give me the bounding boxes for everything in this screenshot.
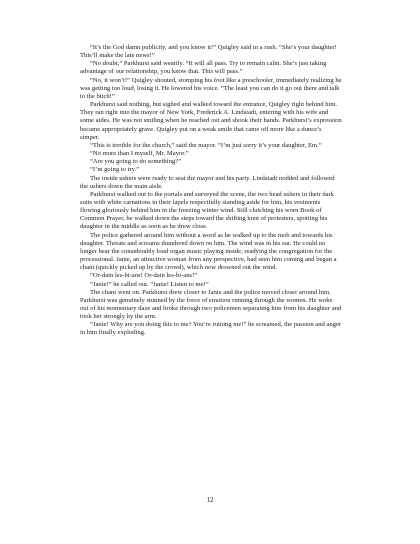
paragraph: “This is terrible for the church,” said the mayor. “I’m just sorry it’s your daughter, Em.” <box>90 141 322 149</box>
paragraph: The police gathered around him without a word as he walked up to the mob and towards his daughter. Threats and screams thundered down on him. The wind was in his ear. He could no longer hear the considerably loud organ music playing inside, readying the congregation for the processional. Janie, an attractive woman from any perspective, had seen him coming and began a chant (quickly picked up by the crowd), which now drowned out the wind. <box>80 231 337 272</box>
paragraph: “No more than I myself, Mr. Mayor.” <box>90 150 189 158</box>
paragraph: “No doubt,” Parkhurst said wearily. “It will all pass. Try to remain calm. She’s just taking advantage of our relationship, you know that. This will pass.” <box>80 60 327 76</box>
paragraph: “Janie!” he called out. “Janie! Listen to me!” <box>90 280 209 288</box>
paragraph: “No, it won’t!” Quigley shouted, stomping his foot like a preschooler, immediately realizing he was getting too loud, losing it. He lowered his voice. “The least you can do it go out there and talk to the bitch!” <box>80 76 342 100</box>
paragraph: The inside ushers were ready to seat the mayor and his party. Lindstadt nodded and followed the ushers down the main aisle. <box>80 174 335 190</box>
paragraph: “Janie! Why are you doing this to me? You’re ruining me!” he screamed, the passion and anger in him finally exploding. <box>80 321 342 337</box>
body-text <box>80 44 342 338</box>
paragraph: Parkhurst walked out to the portals and surveyed the scene, the two head ushers in their dark suits with white carnations in their lapels respectfully standing aside for him, his vestments flowing gloriously behind him in the freezing winter wind. Still clutching his worn Book of Common Prayer, he walked down the steps toward the shifting knot of protesters, spotting his daughter in the middle as soon as he drew close. <box>80 190 335 231</box>
paragraph: Parkhurst said nothing, but sighed and walked toward the entrance, Quigley right behind him. They ran right into the mayor of New York, Frederick A. Lindstadt, entering with his wife and some aides. He was not smiling when he reached out and shook their hands. Parkhurst’s expression became appropriately grave. Quigley put on a weak smile that came off more like a dunce’s simper. <box>80 101 342 141</box>
page-number: 12 <box>206 496 214 504</box>
paragraph: “Are you going to do something?” <box>90 158 182 166</box>
paragraph: “It’s the God damn publicity, and you know it!” Quigley said in a rush. “She’s your daughter! This’ll make the late news!” <box>80 44 337 60</box>
paragraph: The chant went on. Parkhurst drew closer to Janie and the police moved closer around him. Parkhurst was genuinely stunned by the force of emotion running through the women. He woke out of his momentary daze and broke through two policemen separating him from his daughter and took her strongly by the arm. <box>80 288 342 321</box>
paragraph: “Or-dain les-bi-ans! Or-dain les-bi-ans!” <box>90 272 198 280</box>
paragraph: “I’m going to try.” <box>90 166 140 174</box>
